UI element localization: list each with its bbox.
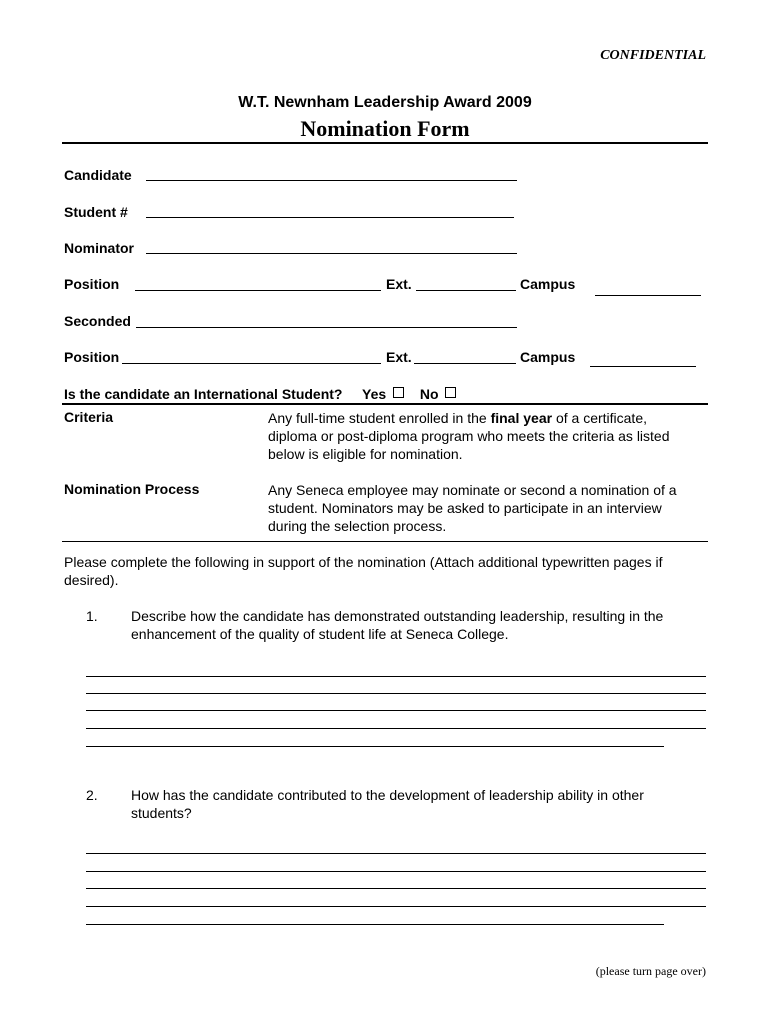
campus2-label: Campus	[520, 349, 576, 365]
answer-2-line[interactable]	[86, 871, 706, 872]
process-divider	[62, 541, 708, 542]
answer-1-line[interactable]	[86, 693, 706, 694]
criteria-text: Any full-time student enrolled in the final year of a certificate, diploma or post-diploma program who meets the criteria as listed below is eligible for nomination.	[268, 410, 670, 462]
no-label: No	[419, 386, 439, 402]
final-year-emphasis: final year	[490, 410, 553, 426]
ext-label: Ext.	[386, 276, 412, 292]
ext2-label: Ext.	[386, 349, 412, 365]
confidential-label: CONFIDENTIAL	[600, 48, 706, 63]
yes-checkbox[interactable]	[393, 387, 404, 398]
no-checkbox[interactable]	[445, 387, 456, 398]
ext-field[interactable]	[416, 290, 516, 291]
answer-1-line[interactable]	[86, 710, 706, 711]
question-1-number: 1.	[86, 608, 98, 624]
student-number-label: Student #	[64, 204, 128, 220]
question-2-number: 2.	[86, 787, 98, 803]
international-row	[64, 386, 456, 402]
nominator-label: Nominator	[64, 240, 134, 256]
criteria-divider	[62, 403, 708, 405]
criteria-label: Criteria	[64, 409, 114, 425]
form-title: Nomination Form	[300, 116, 470, 141]
seconded-field[interactable]	[136, 327, 517, 328]
nominator-field[interactable]	[146, 253, 517, 254]
answer-2-line[interactable]	[86, 853, 706, 854]
campus-label: Campus	[520, 276, 576, 292]
answer-1-line[interactable]	[86, 676, 706, 677]
question-1-text: Describe how the candidate has demonstrated outstanding leadership, resulting in the enhancement of the quality of student life at Seneca College.	[131, 608, 664, 642]
nomination-process-label: Nomination Process	[64, 481, 200, 497]
question-2-text: How has the candidate contributed to the development of leadership ability in other students?	[131, 787, 644, 821]
position-field[interactable]	[135, 290, 381, 291]
ext2-field[interactable]	[414, 363, 516, 364]
campus2-field[interactable]	[590, 366, 696, 367]
international-question: Is the candidate an International Student?	[64, 386, 343, 402]
answer-2-line[interactable]	[86, 888, 706, 889]
campus-field[interactable]	[595, 295, 701, 296]
nomination-process-text: Any Seneca employee may nominate or second a nomination of a student. Nominators may be asked to participate in an interview during the selection process.	[268, 482, 677, 534]
answer-2-line[interactable]	[86, 924, 664, 925]
answer-1-line[interactable]	[86, 746, 664, 747]
title-divider	[62, 142, 708, 144]
answer-2-line[interactable]	[86, 906, 706, 907]
award-title: W.T. Newnham Leadership Award 2009	[238, 94, 532, 111]
candidate-label: Candidate	[64, 167, 132, 183]
yes-label: Yes	[362, 386, 387, 402]
answer-1-line[interactable]	[86, 728, 706, 729]
position2-field[interactable]	[122, 363, 381, 364]
candidate-field[interactable]	[146, 180, 517, 181]
position-label: Position	[64, 276, 120, 292]
intro-text: Please complete the following in support of the nomination (Attach additional typewritten pages if desired).	[64, 554, 663, 588]
student-number-field[interactable]	[146, 217, 514, 218]
position2-label: Position	[64, 349, 120, 365]
page-footer: (please turn page over)	[595, 964, 706, 978]
seconded-label: Seconded	[64, 313, 131, 329]
